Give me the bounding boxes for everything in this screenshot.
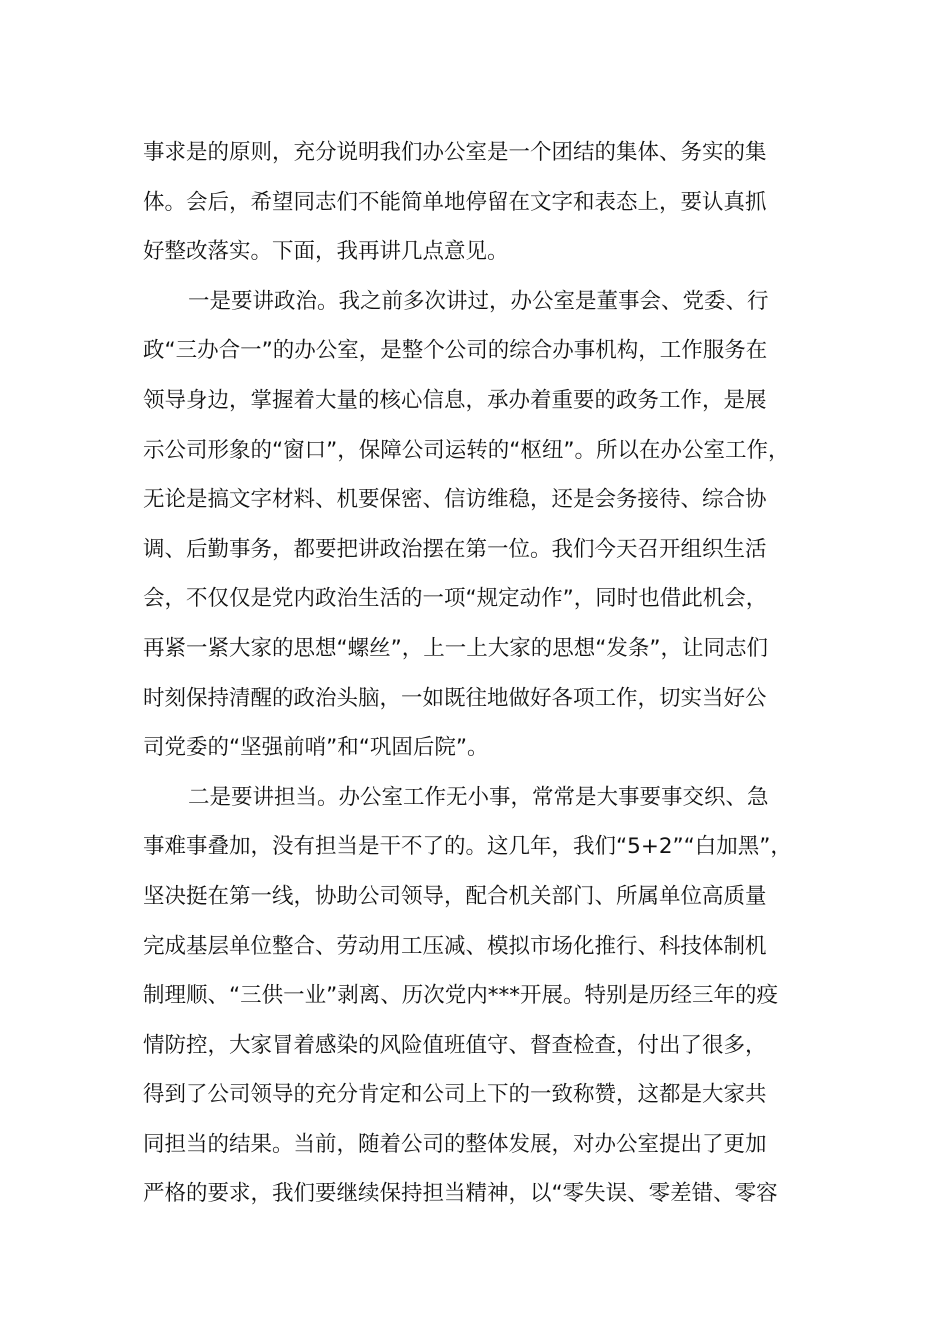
text-line: 政“三办合一”的办公室，是整个公司的综合办事机构，工作服务在: [143, 338, 768, 364]
text-line: 情防控，大家冒着感染的风险值班值守、督查检查，付出了很多，: [143, 1032, 767, 1058]
text-line: 同担当的结果。当前，随着公司的整体发展，对办公室提出了更加: [143, 1131, 767, 1157]
text-line: 完成基层单位整合、劳动用工压减、模拟市场化推行、科技体制机: [143, 933, 767, 959]
paragraph-start-line: 一是要讲政治。我之前多次讲过，办公室是董事会、党委、行: [188, 288, 769, 314]
text-line: 示公司形象的“窗口”，保障公司运转的“枢纽”。所以在办公室工作，: [143, 437, 790, 463]
text-line: 得到了公司领导的充分肯定和公司上下的一致称赞，这都是大家共: [143, 1082, 767, 1108]
text-line: 调、后勤事务，都要把讲政治摆在第一位。我们今天召开组织生活: [143, 536, 767, 562]
text-line: 再紧一紧大家的思想“螺丝”，上一上大家的思想“发条”，让同志们: [143, 635, 769, 661]
body-text: [143, 128, 808, 1219]
text-line: 好整改落实。下面，我再讲几点意见。: [143, 239, 509, 265]
text-line: 时刻保持清醒的政治头脑，一如既往地做好各项工作，切实当好公: [143, 685, 767, 711]
text-line: 制理顺、“三供一业”剥离、历次党内***开展。特别是历经三年的疫: [143, 983, 779, 1009]
text-line: 坚决挺在第一线，协助公司领导，配合机关部门、所属单位高质量: [143, 883, 767, 909]
text-line: 无论是搞文字材料、机要保密、信访维稳，还是会务接待、综合协: [143, 487, 767, 513]
text-line: 事求是的原则，充分说明我们办公室是一个团结的集体、务实的集: [143, 140, 767, 165]
text-line: 司党委的“坚强前哨”和“巩固后院”。: [143, 735, 489, 761]
text-line: 严格的要求，我们要继续保持担当精神，以“零失误、零差错、零容: [143, 1181, 778, 1207]
paragraph-start-line: 二是要讲担当。办公室工作无小事，常常是大事要事交织、急: [188, 784, 769, 810]
text-line: 事难事叠加，没有担当是干不了的。这几年，我们“5+2”“白加黑”，: [143, 834, 792, 860]
text-line: 会，不仅仅是党内政治生活的一项“规定动作”，同时也借此机会，: [143, 586, 768, 612]
text-line: 体。会后，希望同志们不能简单地停留在文字和表态上，要认真抓: [143, 189, 767, 215]
text-line: 领导身边，掌握着大量的核心信息，承办着重要的政务工作，是展: [143, 387, 767, 413]
